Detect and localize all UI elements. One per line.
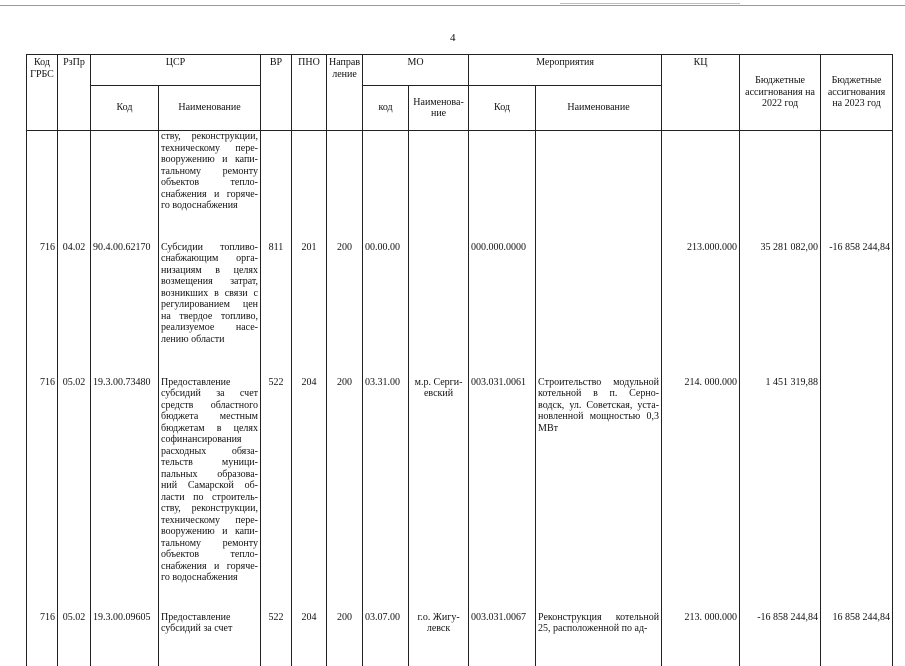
cell-kc: 213.000.000 <box>662 236 740 371</box>
cell-mo-name <box>409 131 469 236</box>
top-rule-secondary <box>560 3 740 4</box>
budget-table <box>26 54 893 666</box>
col-header-mo-name: Наименова- ние <box>409 86 469 131</box>
cell-grbs: 716 <box>27 371 58 606</box>
cell-b2023: 16 858 244,84 <box>821 606 893 666</box>
cell-rzpr: 05.02 <box>58 371 91 606</box>
cell-csr-name: Предоставление субсидий за счет <box>159 606 261 666</box>
cell-grbs <box>27 131 58 236</box>
cell-pno: 204 <box>292 606 327 666</box>
table-row <box>27 371 893 606</box>
cell-mer-name: Строительство модульной котельной в п. Серно- водск, ул. Советская, уста- новленной мощностью 0,3 МВт <box>536 371 662 606</box>
table-row <box>27 606 893 666</box>
cell-b2023: -16 858 244,84 <box>821 236 893 371</box>
col-header-mer-name: Наименование <box>536 86 662 131</box>
cell-mo-kod: 03.31.00 <box>363 371 409 606</box>
col-header-napr: Направ ление <box>327 55 363 131</box>
cell-mer-kod: 003.031.0061 <box>469 371 536 606</box>
cell-vr: 811 <box>261 236 292 371</box>
col-header-mer: Мероприятия <box>469 55 662 86</box>
col-header-kc: КЦ <box>662 55 740 131</box>
cell-napr: 200 <box>327 606 363 666</box>
col-header-mer-kod: Код <box>469 86 536 131</box>
cell-csr-kod <box>91 131 159 236</box>
cell-b2022: 1 451 319,88 <box>740 371 821 606</box>
cell-kc: 214. 000.000 <box>662 371 740 606</box>
cell-csr-name: ству, реконструкции, техническому пере- вооружению и капи- тальному ремонту объектов тепло- снабжения и горяче- го водоснабжения <box>159 131 261 236</box>
col-header-rzpr: РзПр <box>58 55 91 131</box>
cell-pno: 204 <box>292 371 327 606</box>
cell-mer-name <box>536 236 662 371</box>
cell-mer-kod <box>469 131 536 236</box>
col-header-mo: МО <box>363 55 469 86</box>
cell-mer-kod: 000.000.0000 <box>469 236 536 371</box>
cell-csr-name: Предоставление субсидий за счет средств областного бюджета местным бюджетам в целях софинансирования расходных обяза- тельств муници- пальных образова- ний Самарской об- ласти по строитель- ству, реконструкции, техническому пере- вооружению и капи- тальному ремонту объектов тепло- снабжения и горяче- го водоснабжения <box>159 371 261 606</box>
cell-napr: 200 <box>327 236 363 371</box>
cell-mer-name: Реконструкция котельной 25, расположенной по ад- <box>536 606 662 666</box>
cell-b2022 <box>740 131 821 236</box>
cell-kc <box>662 131 740 236</box>
col-header-pno: ПНО <box>292 55 327 131</box>
cell-pno <box>292 131 327 236</box>
cell-mer-kod: 003.031.0067 <box>469 606 536 666</box>
col-header-csr-kod: Код <box>91 86 159 131</box>
table-row <box>27 236 893 371</box>
cell-kc: 213. 000.000 <box>662 606 740 666</box>
cell-mo-name: г.о. Жигу- левск <box>409 606 469 666</box>
cell-vr <box>261 131 292 236</box>
cell-mo-kod: 00.00.00 <box>363 236 409 371</box>
cell-b2023 <box>821 131 893 236</box>
cell-vr: 522 <box>261 606 292 666</box>
cell-napr: 200 <box>327 371 363 606</box>
cell-csr-kod: 19.3.00.09605 <box>91 606 159 666</box>
cell-rzpr <box>58 131 91 236</box>
cell-b2022: 35 281 082,00 <box>740 236 821 371</box>
col-header-b2022: Бюджетные ассигнования на 2022 год <box>740 55 821 131</box>
cell-napr <box>327 131 363 236</box>
cell-grbs: 716 <box>27 606 58 666</box>
cell-rzpr: 04.02 <box>58 236 91 371</box>
cell-b2022: -16 858 244,84 <box>740 606 821 666</box>
col-header-b2023: Бюджетные ассигнования на 2023 год <box>821 55 893 131</box>
cell-pno: 201 <box>292 236 327 371</box>
cell-mo-kod <box>363 131 409 236</box>
col-header-vr: ВР <box>261 55 292 131</box>
cell-csr-kod: 19.3.00.73480 <box>91 371 159 606</box>
cell-mer-name <box>536 131 662 236</box>
col-header-grbs: Код ГРБС <box>27 55 58 131</box>
cell-mo-name <box>409 236 469 371</box>
cell-csr-kod: 90.4.00.62170 <box>91 236 159 371</box>
col-header-csr: ЦСР <box>91 55 261 86</box>
cell-vr: 522 <box>261 371 292 606</box>
cell-mo-kod: 03.07.00 <box>363 606 409 666</box>
cell-b2023 <box>821 371 893 606</box>
col-header-mo-kod: код <box>363 86 409 131</box>
top-rule <box>0 5 905 6</box>
table-row <box>27 131 893 236</box>
cell-grbs: 716 <box>27 236 58 371</box>
cell-rzpr: 05.02 <box>58 606 91 666</box>
page-number: 4 <box>450 32 456 44</box>
cell-mo-name: м.р. Серги- евский <box>409 371 469 606</box>
col-header-csr-name: Наименование <box>159 86 261 131</box>
cell-csr-name: Субсидии топливо- снабжающим орга- низациям в целях возмещения затрат, возникших в связи с регулированием цен на твердое топливо, реализуемое насе- лению области <box>159 236 261 371</box>
